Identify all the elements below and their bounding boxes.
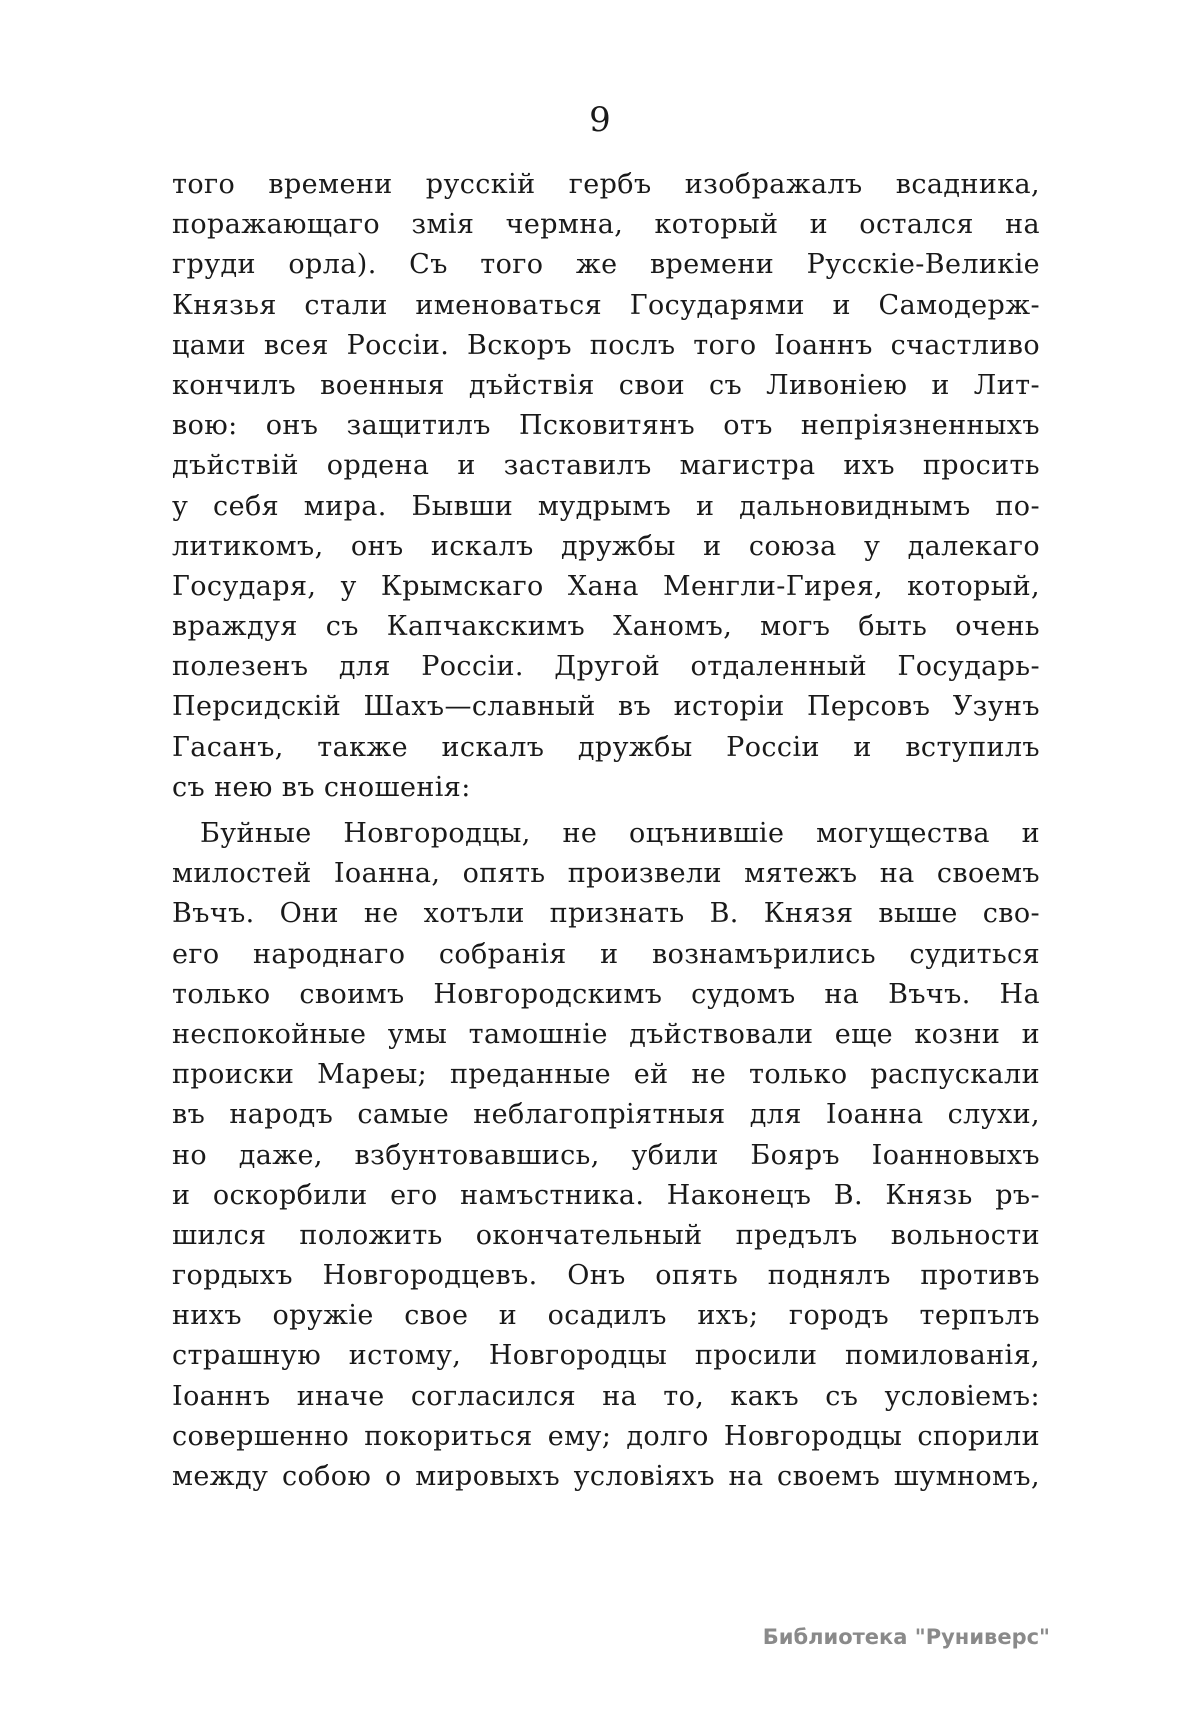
library-watermark: Библиотека "Руниверс" <box>762 1625 1050 1649</box>
text-line: Въчъ. Они не хотъли признать В. Князя выше сво- <box>172 898 1040 930</box>
text-line: но даже, взбунтовавшись, убили Бояръ Іоанновыхъ <box>172 1139 1040 1171</box>
body-text <box>172 165 1040 1497</box>
text-line: шился положить окончательный предълъ вольности <box>172 1219 1040 1251</box>
text-line: нихъ оружіе свое и осадилъ ихъ; городъ терпълъ <box>172 1300 1040 1332</box>
text-line: его народнаго собранія и вознамърились судиться <box>172 938 1040 970</box>
text-line: Буйные Новгородцы, не оцънившіе могущества и <box>200 818 1040 849</box>
text-line: того времени русскій гербъ изображалъ всадника, <box>172 169 1040 200</box>
text-line: Князья стали именоваться Государями и Самодерж- <box>172 289 1040 321</box>
text-line: Персидскій Шахъ—славный въ исторіи Персовъ Узунъ <box>172 691 1040 723</box>
text-line: только своимъ Новгородскимъ судомъ на Въчъ. На <box>172 978 1040 1010</box>
text-line: враждуя съ Капчакскимъ Ханомъ, могъ быть очень <box>172 611 1040 643</box>
text-line: кончилъ военныя дъйствія свои съ Ливоніею и Лит- <box>172 369 1040 401</box>
text-line: милостей Іоанна, опять произвели мятежъ на своемъ <box>172 858 1040 890</box>
text-line: между собою о мировыхъ условіяхъ на своемъ шумномъ, <box>172 1461 1040 1492</box>
text-line: дъйствій ордена и заставилъ магистра ихъ просить <box>172 450 1040 482</box>
text-line: происки Мареы; преданные ей не только распускали <box>172 1059 1040 1091</box>
text-line: въ народъ самые неблагопріятныя для Іоанна слухи, <box>172 1099 1040 1131</box>
text-line: гордыхъ Новгородцевъ. Онъ опять поднялъ противъ <box>172 1260 1040 1292</box>
text-line: груди орла). Съ того же времени Русскіе-Великіе <box>172 249 1040 281</box>
text-line: и оскорбили его намъстника. Наконецъ В. Князь ръ- <box>172 1179 1040 1211</box>
text-line: Гасанъ, также искалъ дружбы Россіи и вступилъ <box>172 731 1040 763</box>
text-line: съ нею въ сношенія: <box>172 771 471 803</box>
text-line: у себя мира. Бывши мудрымъ и дальновиднымъ по- <box>172 490 1040 522</box>
text-line: цами всея Россіи. Вскоръ послъ того Іоаннъ счастливо <box>172 329 1040 361</box>
text-line: страшную истому, Новгородцы просили помилованія, <box>172 1340 1040 1372</box>
text-line: совершенно покориться ему; долго Новгородцы спорили <box>172 1420 1040 1452</box>
paragraph-1 <box>172 165 1040 808</box>
text-line: неспокойные умы тамошніе дъйствовали еще козни и <box>172 1018 1040 1050</box>
page-number: 9 <box>589 100 611 140</box>
paragraph-2 <box>172 814 1040 1497</box>
text-line: полезенъ для Россіи. Другой отдаленный Государь- <box>172 651 1040 683</box>
text-line: поражающаго змія чермна, который и остался на <box>172 209 1040 241</box>
text-line: Іоаннъ иначе согласился на то, какъ съ условіемъ: <box>172 1380 1040 1412</box>
text-line: вою: онъ защитилъ Псковитянъ отъ непріязненныхъ <box>172 410 1040 442</box>
text-line: Государя, у Крымскаго Хана Менгли-Гирея, который, <box>172 570 1040 602</box>
text-line: литикомъ, онъ искалъ дружбы и союза у далекаго <box>172 530 1040 562</box>
